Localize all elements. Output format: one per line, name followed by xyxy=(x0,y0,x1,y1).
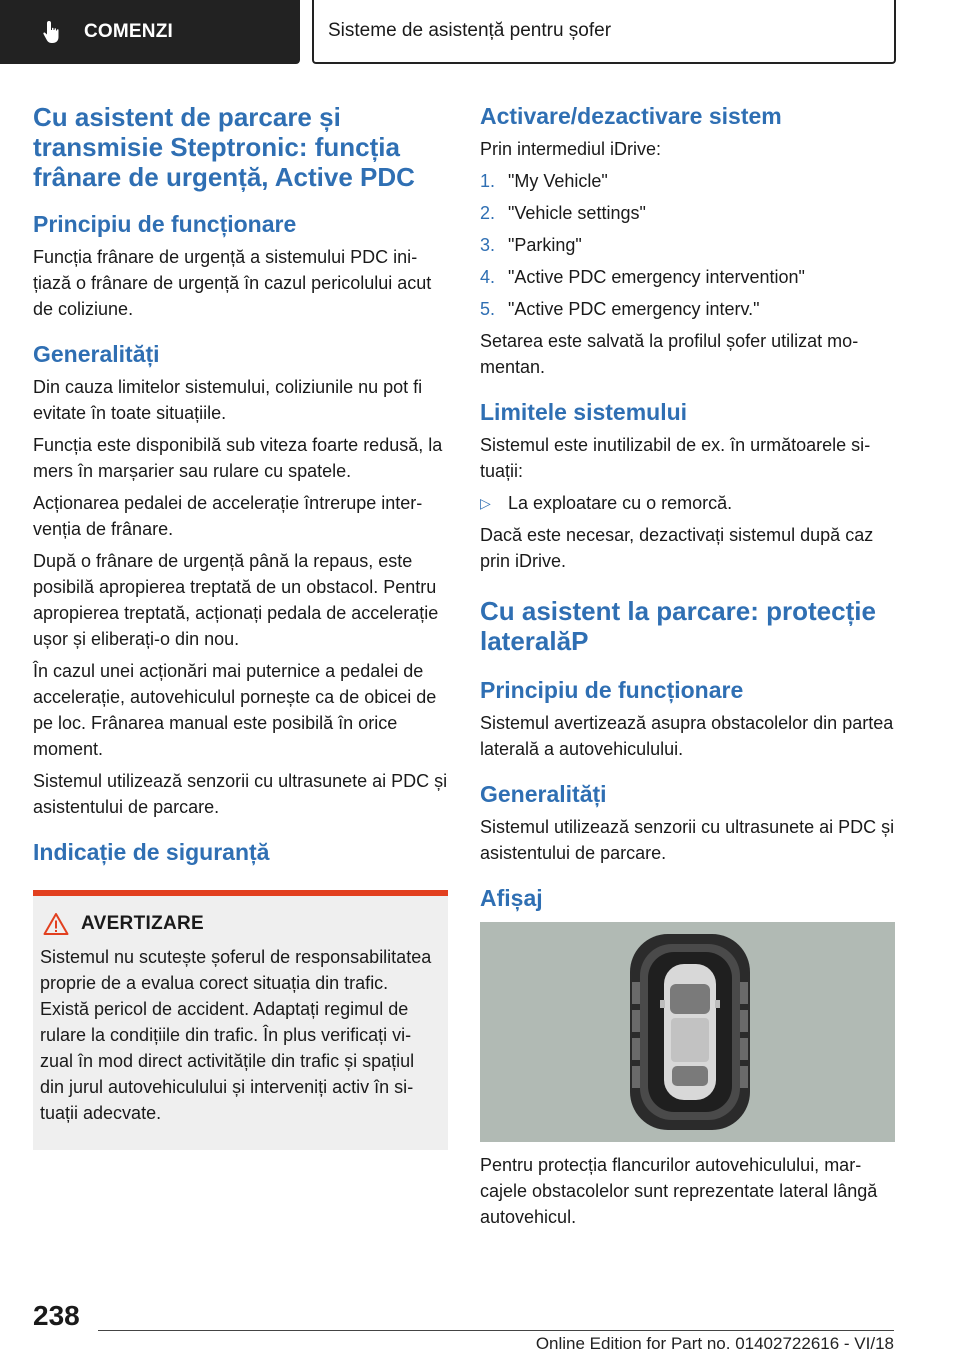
activation-heading: Activare/dezactivare sistem xyxy=(480,103,782,129)
warning-header xyxy=(40,912,438,936)
step-text: "My Vehicle" xyxy=(508,171,608,191)
general-heading: Generalități xyxy=(33,341,160,367)
side-general-text: Sistemul utilizează senzorii cu ultrasunete ai PDC și asistentului de parcare. xyxy=(480,817,895,863)
section-title: Sisteme de asistență pentru șofer xyxy=(328,20,612,41)
step-number: 4. xyxy=(480,267,496,287)
step-text: "Vehicle settings" xyxy=(508,203,646,223)
step-number: 3. xyxy=(480,235,496,255)
left-column xyxy=(33,102,448,1150)
principle-heading: Principiu de funcționare xyxy=(33,211,297,237)
list-item xyxy=(480,200,895,226)
step-number: 5. xyxy=(480,299,496,319)
side-general-heading: Generalități xyxy=(480,781,607,807)
side-protection-title: Cu asistent la parcare: protecție lateralăP xyxy=(480,596,876,656)
list-item xyxy=(480,264,895,290)
activation-steps xyxy=(480,168,895,322)
activation-intro: Prin intermediul iDrive: xyxy=(480,139,662,159)
right-column xyxy=(480,102,895,1236)
limits-heading: Limitele sistemului xyxy=(480,399,688,425)
side-principle-text: Sistemul avertizează asupra obstacolelor din partea laterală a autovehiculului. xyxy=(480,713,894,759)
list-item xyxy=(480,490,895,516)
warning-box xyxy=(33,890,448,1150)
general-paragraph: Funcția este disponibilă sub viteza foarte redusă, la mers în marșarier sau rulare cu spatele. xyxy=(33,435,443,481)
page-footer xyxy=(0,1290,960,1362)
chapter-label: COMENZI xyxy=(84,21,174,42)
main-title-emergency-braking: Cu asistent de parcare și transmisie Steptronic: funcția frânare de urgență, Active PDC xyxy=(33,102,415,192)
limits-item-text: La exploatare cu o remorcă. xyxy=(508,493,733,513)
chapter-tab xyxy=(0,0,300,64)
triangle-bullet-icon: ▷ xyxy=(480,495,491,511)
general-paragraph: După o frânare de urgență până la repaus, este posibilă apropierea treptată de un obstacol. Pentru apropierea treptată, acționați pedala de accelerație ușor și eliberați-o din nou. xyxy=(33,551,439,649)
hand-pointer-icon xyxy=(40,19,66,45)
safety-heading: Indicație de siguranță xyxy=(33,839,270,865)
warning-text: Sistemul nu scutește șoferul de responsabilitatea proprie de a evalua corect situația din trafic. Există pericol de accident. Adaptați regimul de rulare la condițiile din trafic. În plus verificați vizual în mod direct activitățile din trafic și spațiul din jurul autovehiculului și interveniți activ în situații adecvate. xyxy=(40,947,432,1123)
warning-triangle-icon xyxy=(43,912,69,936)
side-principle-heading: Principiu de funcționare xyxy=(480,677,744,703)
step-text: "Parking" xyxy=(508,235,582,255)
general-paragraph: Sistemul utilizează senzorii cu ultrasunete ai PDC și asistentului de parcare. xyxy=(33,771,448,817)
general-paragraph: Acționarea pedalei de accelerație întrerupe intervenția de frânare. xyxy=(33,493,423,539)
list-item xyxy=(480,168,895,194)
activation-note: Setarea este salvată la profilul șofer utilizat momentan. xyxy=(480,331,859,377)
list-item xyxy=(480,296,895,322)
page-number: 238 xyxy=(33,1300,80,1331)
parking-display-image xyxy=(480,922,895,1142)
limits-note: Dacă este necesar, dezactivați sistemul după caz prin iDrive. xyxy=(480,525,874,571)
car-top-view-icon xyxy=(480,922,895,1142)
list-item xyxy=(480,232,895,258)
general-paragraph: Din cauza limitelor sistemului, coliziunile nu pot fi evitate în toate situațiile. xyxy=(33,377,423,423)
edition-text: Online Edition for Part no. 01402722616 - VI/18 xyxy=(535,1334,894,1353)
limits-intro: Sistemul este inutilizabil de ex. în următoarele situații: xyxy=(480,435,871,481)
section-title-tab xyxy=(312,0,896,64)
display-heading: Afișaj xyxy=(480,885,543,911)
principle-text: Funcția frânare de urgență a sistemului PDC inițiază o frânare de urgență în cazul pericolului acut de coliziune. xyxy=(33,247,432,319)
step-text: "Active PDC emergency intervention" xyxy=(508,267,805,287)
warning-title: AVERTIZARE xyxy=(81,913,204,934)
step-number: 2. xyxy=(480,203,496,223)
general-paragraph: În cazul unei acționări mai puternice a pedalei de accelerație, autovehiculul pornește ca de obicei de pe loc. Frânarea manual este posibilă în orice moment. xyxy=(33,661,437,759)
display-caption: Pentru protecția flancurilor autovehiculului, marcajele obstacolelor sunt reprezentate lateral lângă autovehicul. xyxy=(480,1155,878,1227)
page-header xyxy=(0,0,960,66)
footer-divider xyxy=(98,1330,894,1331)
limits-list xyxy=(480,490,895,516)
step-text: "Active PDC emergency interv." xyxy=(508,299,760,319)
step-number: 1. xyxy=(480,171,496,191)
